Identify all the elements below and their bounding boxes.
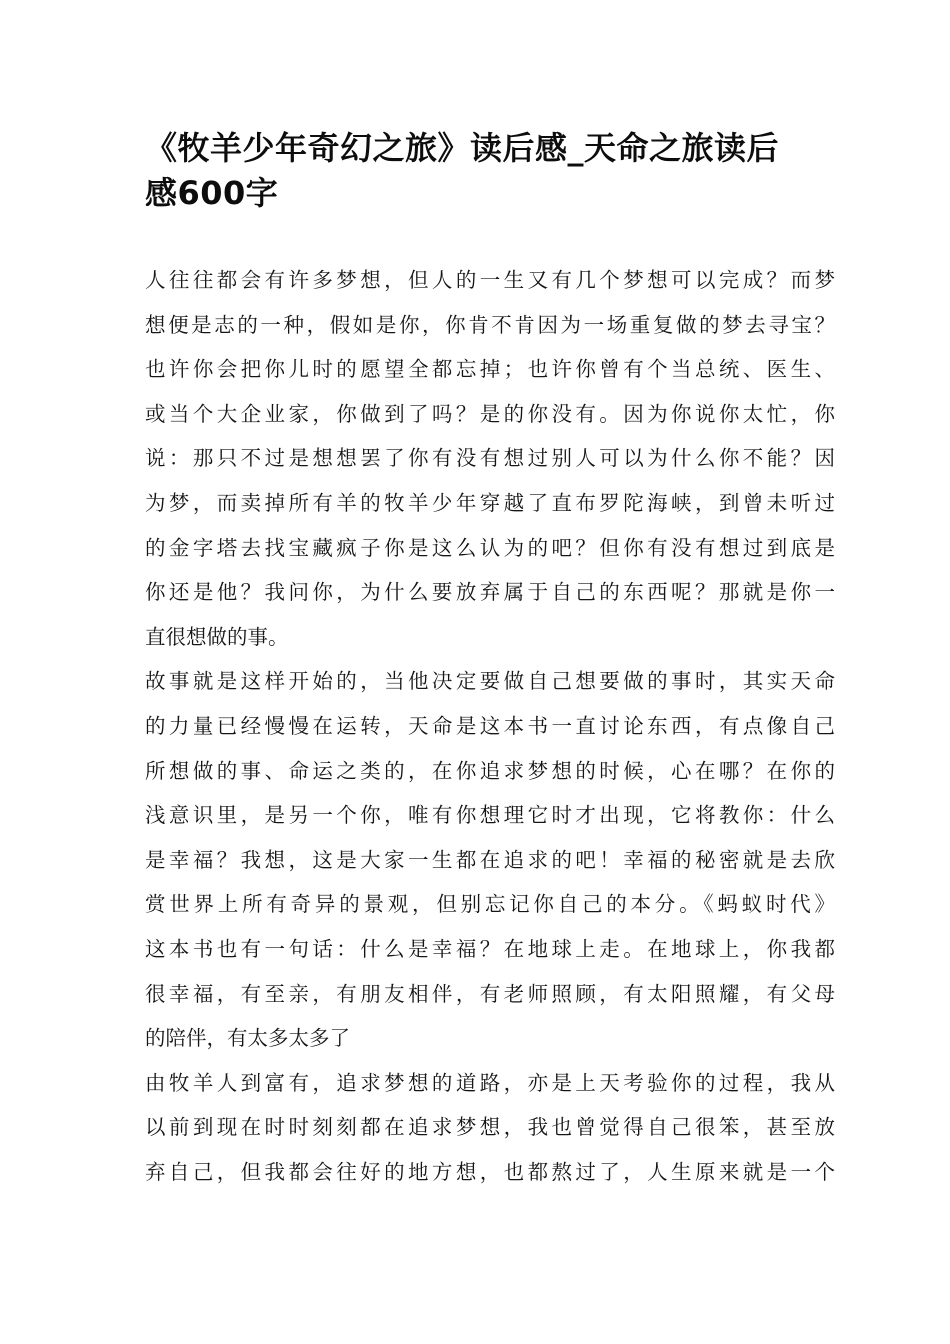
document-body [145, 258, 835, 1194]
body-line: 说：那只不过是想想罢了你有没有想过别人可以为什么你不能？因 [145, 446, 835, 471]
body-line: 浅意识里，是另一个你，唯有你想理它时才出现，它将教你：什么 [145, 803, 835, 828]
body-line: 也许你会把你儿时的愿望全都忘掉；也许你曾有个当总统、医生、 [145, 357, 835, 382]
body-line: 的陪伴，有太多太多了 [145, 1026, 350, 1051]
body-line: 故事就是这样开始的，当他决定要做自己想要做的事时，其实天命 [145, 669, 835, 694]
body-line: 直很想做的事。 [145, 624, 289, 649]
body-line: 以前到现在时时刻刻都在追求梦想，我也曾觉得自己很笨，甚至放 [145, 1115, 835, 1140]
body-line: 人往往都会有许多梦想，但人的一生又有几个梦想可以完成？而梦 [145, 268, 835, 292]
title-line-1: 《牧羊少年奇幻之旅》读后感_天命之旅读后 [145, 129, 780, 167]
body-line: 的力量已经慢慢在运转，天命是这本书一直讨论东西，有点像自己 [145, 713, 835, 738]
body-line: 为梦，而卖掉所有羊的牧羊少年穿越了直布罗陀海峡，到曾未听过 [145, 490, 835, 515]
body-line: 的金字塔去找宝藏疯子你是这么认为的吧？但你有没有想过到底是 [145, 535, 835, 560]
document-title [145, 112, 825, 212]
title-line-2: 感600字 [145, 173, 279, 212]
body-line: 想便是志的一种，假如是你，你肯不肯因为一场重复做的梦去寻宝？ [145, 312, 835, 337]
body-line: 很幸福，有至亲，有朋友相伴，有老师照顾，有太阳照耀，有父母 [145, 981, 835, 1006]
body-line: 你还是他？我问你，为什么要放弃属于自己的东西呢？那就是你一 [145, 580, 835, 605]
body-line: 是幸福？我想，这是大家一生都在追求的吧！幸福的秘密就是去欣 [145, 847, 835, 872]
body-line: 这本书也有一句话：什么是幸福？在地球上走。在地球上，你我都 [145, 936, 835, 961]
body-line: 由牧羊人到富有，追求梦想的道路，亦是上天考验你的过程，我从 [145, 1070, 835, 1095]
body-line: 弃自己，但我都会往好的地方想，也都熬过了，人生原来就是一个 [145, 1159, 835, 1184]
body-line: 所想做的事、命运之类的，在你追求梦想的时候，心在哪？在你的 [145, 758, 835, 783]
body-line: 或当个大企业家，你做到了吗？是的你没有。因为你说你太忙，你 [145, 401, 835, 426]
body-line: 赏世界上所有奇异的景观，但别忘记你自己的本分。《蚂蚁时代》 [145, 892, 835, 917]
